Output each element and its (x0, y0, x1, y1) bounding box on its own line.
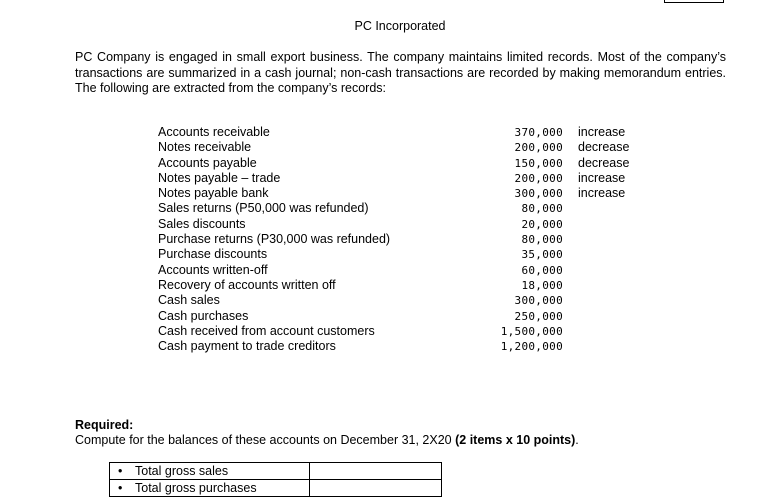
account-label: Cash received from account customers (158, 323, 375, 338)
account-row (158, 263, 658, 278)
account-row (158, 309, 658, 324)
account-label: Accounts payable (158, 155, 257, 170)
account-amount: 150,000 (514, 156, 563, 170)
answer-item (110, 463, 310, 480)
account-label: Purchase discounts (158, 247, 268, 262)
header-box (664, 0, 724, 3)
account-label: Accounts receivable (158, 125, 270, 139)
account-amount: 1,200,000 (500, 340, 563, 354)
account-amount: 370,000 (514, 126, 563, 139)
account-amount: 200,000 (514, 171, 563, 185)
account-change: decrease (578, 140, 630, 155)
account-amount: 18,000 (521, 278, 563, 292)
account-amount: 200,000 (514, 141, 563, 155)
answer-value-cell[interactable] (310, 463, 442, 480)
account-row (158, 140, 658, 155)
account-label: Sales returns (P50,000 was refunded) (158, 201, 369, 216)
answer-table (109, 462, 442, 497)
answer-value-cell[interactable] (310, 480, 442, 497)
account-amount: 20,000 (521, 217, 563, 231)
account-row (158, 278, 658, 293)
account-row (158, 156, 658, 171)
account-amount: 60,000 (521, 263, 563, 277)
account-label: Notes receivable (158, 140, 252, 155)
points-text: (2 items x 10 points) (455, 433, 576, 447)
account-row (158, 232, 658, 247)
account-row (158, 247, 658, 262)
account-label: Sales discounts (158, 216, 246, 231)
account-amount: 250,000 (514, 309, 563, 323)
account-amount: 35,000 (521, 248, 563, 262)
account-change: increase (578, 125, 626, 139)
account-amount: 1,500,000 (500, 324, 563, 338)
answer-row (110, 480, 442, 497)
account-row (158, 186, 658, 201)
account-amount: 80,000 (521, 233, 563, 247)
account-amount: 80,000 (521, 202, 563, 216)
accounts-list (158, 125, 658, 354)
bullet-icon: • (118, 480, 123, 495)
account-label: Notes payable – trade (158, 170, 281, 185)
account-label: Notes payable bank (158, 186, 269, 201)
account-change: decrease (578, 155, 630, 170)
answer-row (110, 463, 442, 480)
account-label: Purchase returns (P30,000 was refunded) (158, 232, 391, 247)
account-label: Recovery of accounts written off (158, 277, 336, 292)
answer-label: Total gross purchases (135, 480, 257, 495)
account-row (158, 125, 658, 140)
account-amount: 300,000 (514, 187, 563, 201)
answer-item (110, 480, 310, 497)
account-row (158, 293, 658, 308)
account-row (158, 339, 658, 354)
instruction-period: . (575, 433, 579, 447)
account-row (158, 217, 658, 232)
account-change: increase (578, 186, 626, 201)
account-change: increase (578, 170, 626, 185)
account-label: Cash sales (158, 293, 220, 308)
account-row (158, 171, 658, 186)
account-label: Accounts written-off (158, 262, 268, 277)
account-row (158, 201, 658, 216)
account-row (158, 324, 658, 339)
answer-label: Total gross sales (135, 463, 229, 478)
bullet-icon: • (118, 463, 123, 478)
required-heading: Required: (75, 418, 134, 432)
required-instruction (75, 433, 579, 447)
account-amount: 300,000 (514, 294, 563, 308)
instruction-text: Compute for the balances of these accounts on December 31, 2X20 (75, 433, 452, 447)
intro-paragraph: PC Company is engaged in small export business. The company maintains limited records. Most of the company’s transactions are summarized in a cash journal; non-cash transactions are recorded by making memorandum entries. The following are extracted from the company’s records: (75, 50, 726, 95)
document-title: PC Incorporated (354, 19, 446, 33)
account-label: Cash purchases (158, 308, 249, 323)
account-label: Cash payment to trade creditors (158, 339, 336, 354)
